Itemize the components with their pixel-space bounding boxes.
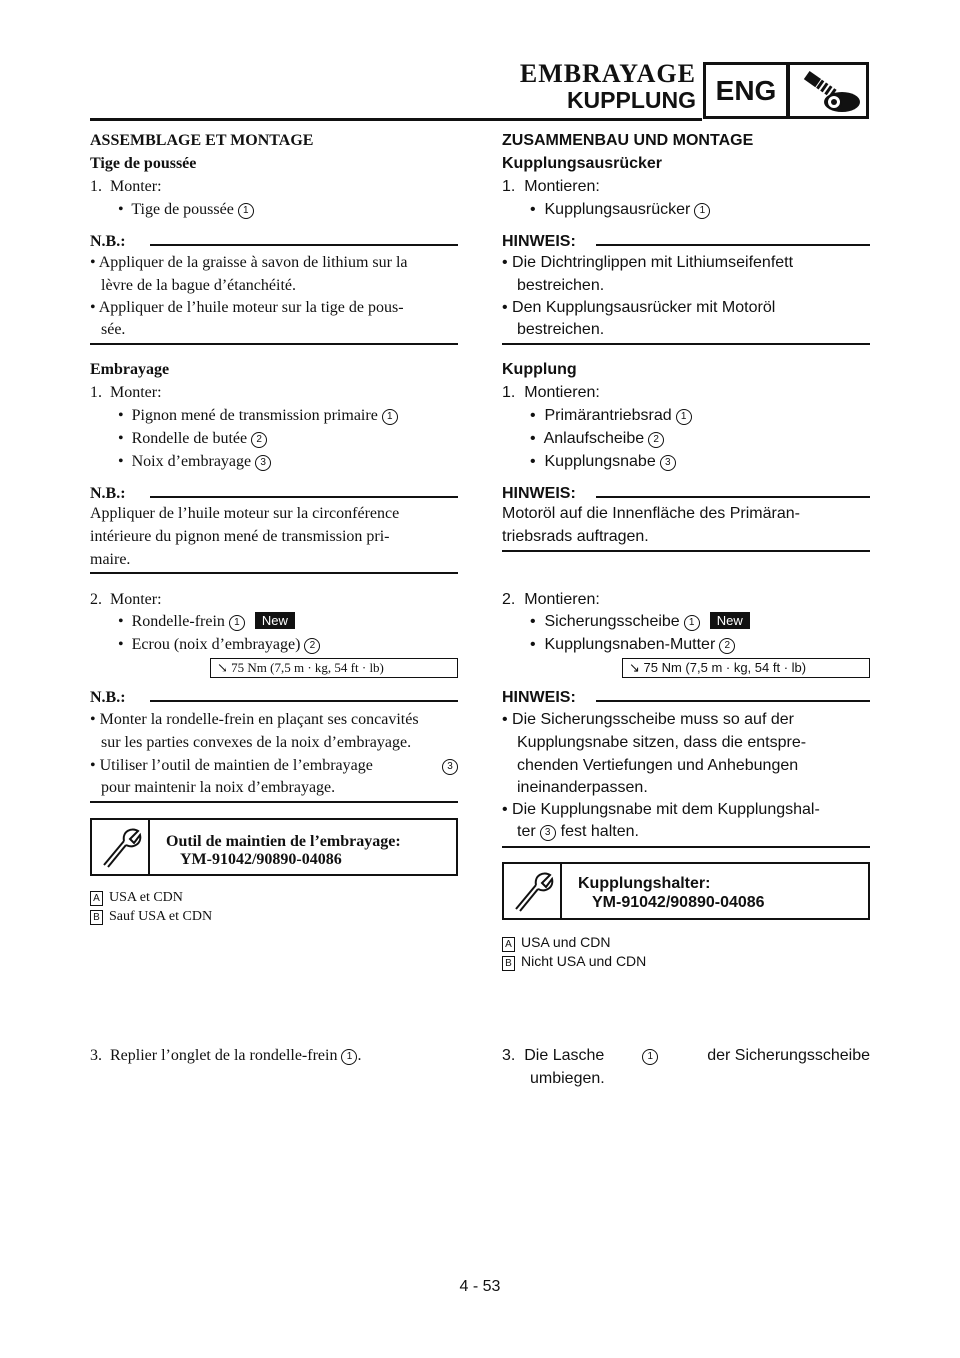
tool-code: YM-91042/90890-04086 (180, 851, 342, 868)
step-number: 2. (90, 591, 102, 608)
subheading-clutch: Kupplung (502, 361, 577, 378)
hinweis-line: Kupplungsnabe sitzen, dass die entspre- (517, 734, 807, 751)
tool-name: Outil de maintien de l’embrayage: (166, 833, 401, 850)
step-3-cont: umbiegen. (530, 1070, 605, 1087)
step-1 (502, 177, 600, 197)
hinweis-line: • Die Sicherungsscheibe muss so auf der (502, 711, 794, 728)
nb-line: Appliquer de l’huile moteur sur la circonférence (90, 505, 400, 522)
nb-line (90, 756, 458, 776)
region-note-b (502, 951, 646, 971)
step-verb: Monter: (110, 178, 162, 195)
step-verb: Monter: (110, 591, 162, 608)
new-part-badge: New (710, 612, 750, 629)
nb-label: N.B.: (90, 689, 126, 706)
tool-code: YM-91042/90890-04086 (592, 894, 765, 911)
item-label: Tige de poussée (131, 201, 234, 218)
step-number: 3. (502, 1047, 516, 1064)
region-key: B (502, 956, 515, 971)
step-2 (502, 590, 600, 610)
list-item: • Rondelle de butée 2 (118, 429, 267, 449)
torque-value: 75 Nm (7,5 m · kg, 54 ft · lb) (231, 660, 384, 675)
nb-line: sée. (101, 321, 126, 338)
item-label: Anlaufscheibe (543, 430, 645, 447)
hinweis-end-rule (502, 343, 870, 345)
step-verb: Montieren: (524, 591, 600, 608)
special-tool-box (502, 862, 870, 920)
hinweis-label: HINWEIS: (502, 689, 576, 706)
ref-mark: 1 (382, 409, 398, 425)
nb-line: pour maintenir la noix d’embrayage. (101, 779, 336, 796)
special-tool-box (90, 818, 458, 876)
region-note-a (90, 888, 183, 908)
item-label: Rondelle-frein (131, 613, 225, 630)
hinweis-line: • Die Kupplungsnabe mit dem Kupplungshal- (502, 801, 820, 818)
nb-line: • Monter la rondelle-frein en plaçant ses concavités (90, 711, 419, 728)
ref-mark: 1 (694, 203, 710, 219)
torque-spec (622, 658, 870, 678)
nb-label: N.B.: (90, 485, 126, 502)
hinweis-line: bestreichen. (517, 277, 605, 294)
list-item: • Pignon mené de transmission primaire 1 (118, 406, 398, 426)
hinweis-text: ter (517, 823, 536, 840)
region-text: USA und CDN (521, 934, 611, 950)
step-verb: Montieren: (524, 178, 600, 195)
nb-end-rule (90, 572, 458, 574)
torque-value: 75 Nm (7,5 m · kg, 54 ft · lb) (643, 660, 807, 675)
ref-mark: 2 (719, 638, 735, 654)
torque-wrench-icon: ↘ (217, 660, 228, 675)
hinweis-text: fest halten. (560, 823, 639, 840)
section-heading: ASSEMBLAGE ET MONTAGE (90, 132, 314, 149)
ref-mark: 2 (251, 432, 267, 448)
section-heading: ZUSAMMENBAU UND MONTAGE (502, 132, 754, 149)
item-label: Primärantriebsrad (544, 407, 672, 424)
list-item: • Ecrou (noix d’embrayage) 2 (118, 635, 320, 655)
step-1 (90, 383, 162, 403)
nb-line: • Appliquer de l’huile moteur sur la tige de pous- (90, 299, 404, 316)
header-title-de: KUPPLUNG (566, 87, 696, 113)
engine-wrench-icon (787, 62, 869, 119)
step-number: 1. (502, 384, 516, 401)
ref-mark: 3 (540, 825, 556, 841)
step-number: 1. (90, 178, 102, 195)
nb-rule (150, 496, 458, 498)
hinweis-line: ineinanderpassen. (517, 779, 648, 796)
region-text: Sauf USA et CDN (109, 909, 213, 924)
list-item: • Kupplungsnabe 3 (530, 452, 676, 472)
item-label: Ecrou (noix d’embrayage) (131, 636, 301, 653)
step-number: 2. (502, 591, 516, 608)
ref-mark: 1 (642, 1049, 658, 1065)
hinweis-line (502, 253, 870, 273)
region-text: Nicht USA und CDN (521, 953, 647, 969)
hinweis-text: • Die Dichtringlippen mit Lithiumseifenfett (502, 254, 794, 271)
step-verb: Montieren: (524, 384, 600, 401)
special-tool-icon (98, 825, 142, 869)
hinweis-rule (596, 700, 870, 702)
step-number: 1. (502, 178, 516, 195)
list-item: • Anlaufscheibe 2 (530, 429, 664, 449)
list-item: • Tige de poussée 1 (118, 200, 254, 220)
step-text: der Sicherungsscheibe (707, 1047, 870, 1064)
item-label: Kupplungsnaben-Mutter (544, 636, 716, 653)
ref-mark: 1 (684, 615, 700, 631)
list-item: • Kupplungsausrücker 1 (530, 200, 710, 220)
hinweis-rule (596, 244, 870, 246)
hinweis-label: HINWEIS: (502, 233, 576, 250)
ref-mark: 1 (229, 615, 245, 631)
subheading-clutch-release: Kupplungsausrücker (502, 155, 663, 172)
item-label: Sicherungsscheibe (544, 613, 680, 630)
step-2 (90, 590, 162, 610)
new-part-badge: New (255, 612, 295, 629)
nb-end-rule (90, 801, 458, 803)
nb-rule (150, 244, 458, 246)
list-item: • Primärantriebsrad 1 (530, 406, 692, 426)
section-code-badge: ENG (703, 62, 789, 119)
nb-rule (150, 700, 458, 702)
hinweis-label: HINWEIS: (502, 485, 576, 502)
ref-mark: 2 (648, 432, 664, 448)
hinweis-line: chenden Vertiefungen und Anhebungen (517, 757, 799, 774)
region-key: A (502, 937, 515, 952)
ref-mark: 1 (238, 203, 254, 219)
special-tool-icon (510, 869, 554, 913)
list-item: • Rondelle-frein 1 New (118, 612, 295, 632)
nb-line: lèvre de la bague d’étanchéité. (101, 277, 296, 294)
step-1 (502, 383, 600, 403)
region-key: A (90, 891, 103, 906)
ref-mark: 1 (676, 409, 692, 425)
ref-mark: 3 (660, 455, 676, 471)
list-item: • Sicherungsscheibe 1 New (530, 612, 750, 632)
step-text: Replier l’onglet de la rondelle-frein (110, 1047, 338, 1064)
item-label: Rondelle de butée (131, 430, 248, 447)
step-verb: Monter: (110, 384, 162, 401)
region-key: B (90, 910, 103, 925)
ref-mark: 2 (304, 638, 320, 654)
nb-text: • Utiliser l’outil de maintien de l’embrayage (90, 757, 373, 774)
hinweis-line: • Den Kupplungsausrücker mit Motoröl (502, 299, 776, 316)
region-text: USA et CDN (109, 890, 183, 905)
tool-name: Kupplungshalter: (578, 875, 711, 892)
tool-divider (560, 864, 562, 918)
page-number: 4 - 53 (459, 1278, 501, 1295)
nb-end-rule (90, 343, 458, 345)
step-number: 1. (90, 384, 102, 401)
torque-spec (210, 658, 458, 678)
hinweis-line: Motoröl auf die Innenfläche des Primäran- (502, 505, 800, 522)
nb-line: intérieure du pignon mené de transmission pri- (90, 528, 390, 545)
nb-line: sur les parties convexes de la noix d’embrayage. (101, 734, 412, 751)
torque-wrench-icon: ↘ (629, 660, 640, 675)
step-3 (502, 1046, 870, 1066)
hinweis-line: bestreichen. (517, 321, 605, 338)
tool-divider (148, 820, 150, 874)
step-1 (90, 177, 162, 197)
item-label: Kupplungsausrücker (544, 201, 691, 218)
list-item: • Noix d’embrayage 3 (118, 452, 271, 472)
list-item: • Kupplungsnaben-Mutter 2 (530, 635, 735, 655)
nb-label: N.B.: (90, 233, 126, 250)
header-rule (90, 118, 702, 121)
item-label: Pignon mené de transmission primaire (131, 407, 378, 424)
item-label: Noix d’embrayage (131, 453, 252, 470)
item-label: Kupplungsnabe (544, 453, 656, 470)
hinweis-line (517, 822, 639, 842)
hinweis-line: triebsrads auftragen. (502, 528, 649, 545)
region-note-a (502, 932, 610, 952)
ref-mark: 1 (341, 1049, 357, 1065)
step-number: 3. (90, 1047, 102, 1064)
hinweis-end-rule (502, 846, 870, 848)
nb-line: maire. (90, 551, 131, 568)
ref-mark: 3 (442, 759, 458, 775)
ref-mark: 3 (255, 455, 271, 471)
nb-line: • Appliquer de la graisse à savon de lithium sur la (90, 254, 408, 271)
subheading-push-rod: Tige de poussée (90, 155, 197, 172)
step-3: 3. Replier l’onglet de la rondelle-frein 1 . (90, 1047, 362, 1064)
step-text: Die Lasche (524, 1047, 605, 1064)
subheading-clutch: Embrayage (90, 361, 170, 378)
hinweis-rule (596, 496, 870, 498)
header-title-fr: EMBRAYAGE (519, 59, 696, 88)
hinweis-end-rule (502, 550, 870, 552)
region-note-b (90, 907, 212, 927)
